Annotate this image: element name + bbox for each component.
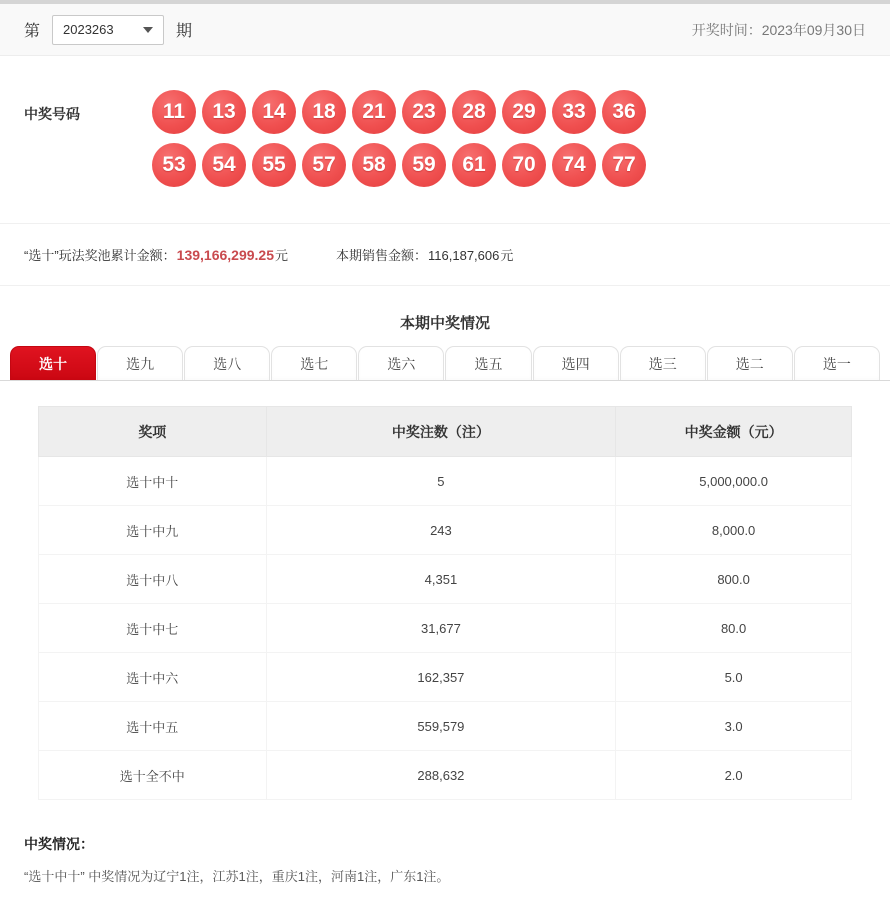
winning-number-ball: 53 <box>152 143 196 187</box>
prize-amount: 8,000.0 <box>616 506 852 555</box>
prize-count: 288,632 <box>266 751 616 800</box>
winning-number-ball: 33 <box>552 90 596 134</box>
prize-name: 选十中九 <box>39 506 267 555</box>
table-row <box>39 653 852 702</box>
winning-numbers-label: 中奖号码 <box>24 106 80 122</box>
jackpot-unit: 元 <box>275 248 289 263</box>
winning-number-ball: 55 <box>252 143 296 187</box>
footer-notes <box>0 800 890 885</box>
prize-count: 4,351 <box>266 555 616 604</box>
prize-name: 选十中八 <box>39 555 267 604</box>
winning-number-ball: 57 <box>302 143 346 187</box>
tab-xuan-6[interactable]: 选六 <box>358 346 444 380</box>
winning-number-ball: 77 <box>602 143 646 187</box>
table-row <box>39 457 852 506</box>
tab-xuan-1[interactable]: 选一 <box>794 346 880 380</box>
prize-count: 5 <box>266 457 616 506</box>
winning-number-ball: 36 <box>602 90 646 134</box>
tab-xuan-2[interactable]: 选二 <box>707 346 793 380</box>
prize-name: 选十中七 <box>39 604 267 653</box>
pool-sales-line <box>0 224 890 285</box>
period-select-value: 2023263 <box>63 22 114 37</box>
prize-count: 162,357 <box>266 653 616 702</box>
prize-count: 243 <box>266 506 616 555</box>
sales-label: 本期销售金额： <box>336 248 428 263</box>
draw-time-value: 2023年09月30日 <box>761 21 866 38</box>
winning-detail-title: 中奖情况： <box>24 836 94 852</box>
table-row <box>39 702 852 751</box>
table-row <box>39 751 852 800</box>
col-header-count: 中奖注数（注） <box>266 407 616 457</box>
period-suffix-label: 期 <box>176 23 193 40</box>
table-row <box>39 604 852 653</box>
prize-count: 559,579 <box>266 702 616 751</box>
winning-number-ball: 70 <box>502 143 546 187</box>
winning-number-ball: 61 <box>452 143 496 187</box>
draw-time-label: 开奖时间： <box>691 21 762 38</box>
section-title: 本期中奖情况 <box>399 315 490 332</box>
prize-amount: 5,000,000.0 <box>616 457 852 506</box>
col-header-amount: 中奖金额（元） <box>616 407 852 457</box>
winning-number-ball: 59 <box>402 143 446 187</box>
col-header-prize: 奖项 <box>39 407 267 457</box>
winning-number-ball: 21 <box>352 90 396 134</box>
ball-row-1 <box>152 90 646 134</box>
sales-unit: 元 <box>500 248 514 263</box>
period-prefix-label: 第 <box>24 23 41 40</box>
prize-name: 选十中六 <box>39 653 267 702</box>
prize-table <box>38 406 852 800</box>
tab-xuan-5[interactable]: 选五 <box>445 346 531 380</box>
play-type-tabs <box>0 346 890 381</box>
sales-amount: 116,187,606 <box>428 248 500 263</box>
tab-xuan-9[interactable]: 选九 <box>97 346 183 380</box>
winning-number-ball: 11 <box>152 90 196 134</box>
tab-xuan-8[interactable]: 选八 <box>184 346 270 380</box>
ball-rows <box>152 90 646 187</box>
winning-number-ball: 13 <box>202 90 246 134</box>
winning-number-ball: 14 <box>252 90 296 134</box>
prize-name: 选十中五 <box>39 702 267 751</box>
tab-xuan-10[interactable]: 选十 <box>10 346 96 380</box>
prize-amount: 2.0 <box>616 751 852 800</box>
draw-time <box>692 20 866 40</box>
prize-name: 选十全不中 <box>39 751 267 800</box>
prize-amount: 3.0 <box>616 702 852 751</box>
table-row <box>39 555 852 604</box>
tab-xuan-7[interactable]: 选七 <box>271 346 357 380</box>
winning-number-ball: 18 <box>302 90 346 134</box>
winning-number-ball: 54 <box>202 143 246 187</box>
winning-number-ball: 23 <box>402 90 446 134</box>
period-select[interactable] <box>52 15 164 45</box>
prize-name: 选十中十 <box>39 457 267 506</box>
ball-row-2 <box>152 143 646 187</box>
jackpot-amount: 139,166,299.25 <box>176 247 274 263</box>
table-header-row <box>39 407 852 457</box>
winning-number-ball: 28 <box>452 90 496 134</box>
winning-number-ball: 74 <box>552 143 596 187</box>
winning-numbers-section <box>0 56 890 223</box>
topbar <box>0 0 890 56</box>
jackpot-label: “选十”玩法奖池累计金额： <box>24 248 176 263</box>
table-row <box>39 506 852 555</box>
prize-count: 31,677 <box>266 604 616 653</box>
tab-xuan-3[interactable]: 选三 <box>620 346 706 380</box>
chevron-down-icon <box>143 27 153 33</box>
prize-amount: 800.0 <box>616 555 852 604</box>
tab-xuan-4[interactable]: 选四 <box>533 346 619 380</box>
winning-number-ball: 58 <box>352 143 396 187</box>
prize-amount: 5.0 <box>616 653 852 702</box>
prize-table-wrap <box>38 406 852 800</box>
winning-detail-text: “选十中十” 中奖情况为辽宁1注，江苏1注，重庆1注，河南1注，广东1注。 <box>24 869 450 884</box>
prize-amount: 80.0 <box>616 604 852 653</box>
winning-number-ball: 29 <box>502 90 546 134</box>
